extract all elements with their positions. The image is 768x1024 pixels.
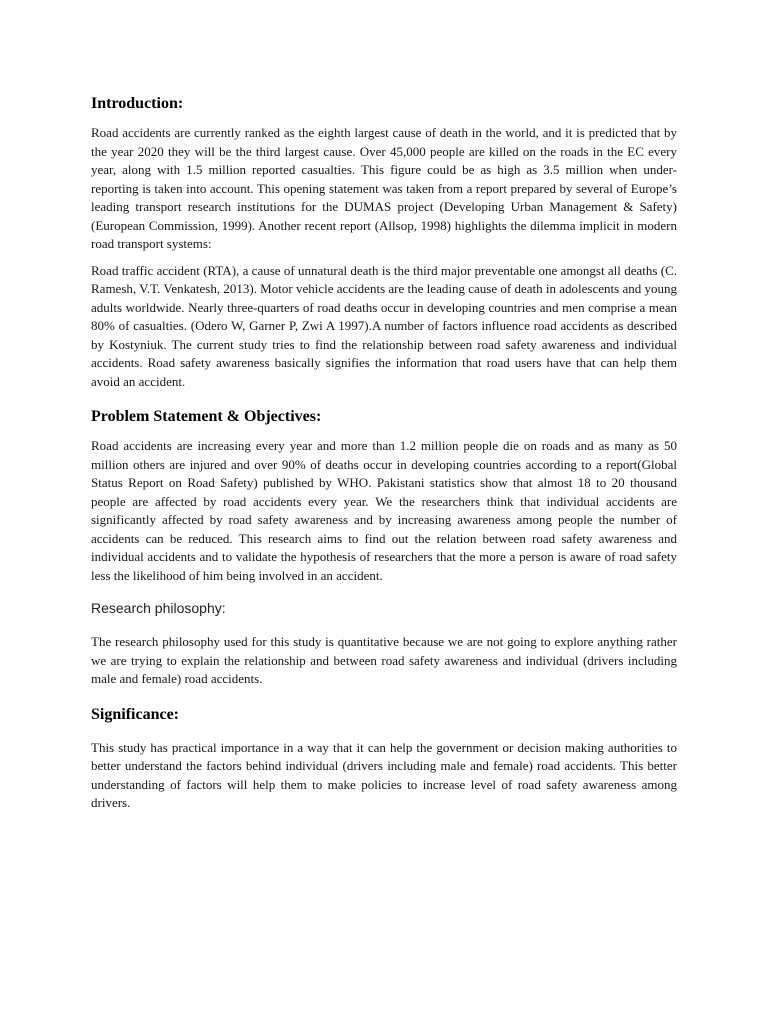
significance-paragraph: This study has practical importance in a way that it can help the government or decision making authorities to better understand the factors behind individual (drivers including male and female) road accidents. This better understanding of factors will help them to make policies to increase level of road safety awareness among drivers.: [91, 739, 677, 810]
problem-statement-paragraph: Road accidents are increasing every year and more than 1.2 million people die on roads and as many as 50 million others are injured and over 90% of deaths occur in developing countries according to a report(Global Status Report on Road Safety) published by WHO. Pakistani statistics show that almost 18 to 20 thousand people are affected by road accidents every year. We the researchers think that individual accidents are significantly affected by road safety awareness and by increasing awareness among people the number of accidents can be reduced. This research aims to find out the relation between road safety awareness and individual accidents and to validate the hypothesis of researchers that the more a person is aware of road safety less the likelihood of him being involved in an accident.: [91, 438, 677, 583]
introduction-paragraph-1: Road accidents are currently ranked as the eighth largest cause of death in the world, and it is predicted that by the year 2020 they will be the third largest cause. Over 45,000 people are killed on the roads in the EC every year, along with 1.5 million reported casualties. This figure could be as high as 3.5 million when under-reporting is taken into account. This opening statement was taken from a report prepared by several of Europe’s leading transport research institutions for the DUMAS project (Developing Urban Management & Safety) (European Commission, 1999). Another recent report (Allsop, 1998) highlights the dilemma implicit in modern road transport systems:: [91, 125, 677, 251]
research-philosophy-heading: Research philosophy:: [91, 600, 226, 616]
research-philosophy-paragraph: The research philosophy used for this study is quantitative because we are not going to explore anything rather we are trying to explain the relationship and between road safety awareness and individual (drivers including male and female) road accidents.: [91, 634, 677, 686]
introduction-paragraph-2: Road traffic accident (RTA), a cause of unnatural death is the third major preventable one amongst all deaths (C. Ramesh, V.T. Venkatesh, 2013). Motor vehicle accidents are the leading cause of death in adolescents and young adults worldwide. Nearly three-quarters of road deaths occur in developing countries and men comprise a mean 80% of casualties. (Odero W, Garner P, Zwi A 1997).A number of factors influence road accidents as described by Kostyniuk. The current study tries to find the relationship between road safety awareness and individual accidents. Road safety awareness basically signifies the information that road users have that can help them avoid an accident.: [91, 262, 677, 389]
introduction-heading: Introduction:: [91, 95, 184, 112]
document-page: [91, 94, 677, 813]
significance-heading: Significance:: [91, 705, 179, 723]
problem-statement-heading: Problem Statement & Objectives:: [91, 408, 322, 425]
